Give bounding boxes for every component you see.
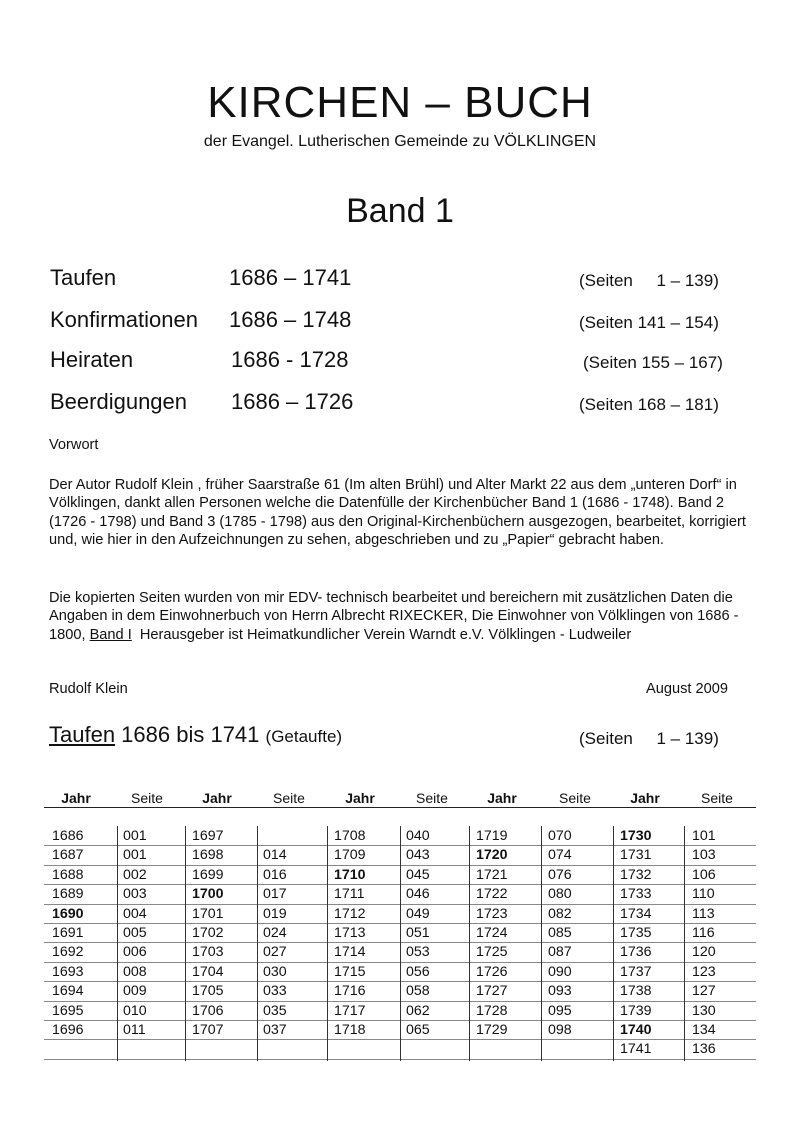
table-cell: 040 [406, 828, 430, 844]
table-cell: 1691 [52, 925, 84, 941]
section-name-konfirmationen: Konfirmationen [50, 307, 198, 332]
table-cell: 051 [406, 925, 430, 941]
table-cell: 1724 [476, 925, 508, 941]
band-title: Band 1 [346, 192, 454, 230]
table-header-seite: Seite [701, 790, 733, 806]
table-cell: 053 [406, 944, 430, 961]
table-cell: 1688 [52, 866, 84, 883]
table-cell: 123 [692, 963, 716, 980]
section-years-beerdigungen: 1686 – 1726 [231, 389, 354, 414]
table-header-rule [44, 807, 756, 808]
table-cell: 1736 [620, 944, 652, 961]
table-cell: 1733 [620, 886, 652, 903]
table-cell: 090 [548, 963, 572, 980]
table-cell: 1706 [192, 1002, 224, 1019]
table-cell: 120 [692, 944, 716, 961]
table-cell: 076 [548, 866, 572, 883]
table-cell: 1732 [620, 866, 652, 883]
table-header-seite: Seite [131, 790, 163, 806]
table-cell: 024 [263, 925, 287, 941]
table-cell: 1701 [192, 905, 224, 922]
document-subtitle: der Evangel. Lutherischen Gemeinde zu VÖLKLINGEN [203, 133, 597, 150]
table-cell: 134 [692, 1022, 716, 1038]
table-cell: 043 [406, 847, 430, 864]
table-cell: 1708 [334, 828, 366, 844]
section-name-heiraten: Heiraten [50, 347, 134, 372]
table-cell: 003 [123, 886, 147, 903]
table-cell: 1692 [52, 944, 84, 961]
table-cell: 1722 [476, 886, 508, 903]
table-cell: 1694 [52, 983, 84, 1000]
table-cell: 009 [123, 983, 147, 1000]
table-cell: 085 [548, 925, 572, 941]
table-cell: 1697 [192, 828, 224, 844]
table-cell: 002 [123, 866, 147, 883]
table-cell: 006 [123, 944, 147, 961]
taufen-note: (Getaufte) [265, 727, 343, 746]
table-cell: 1698 [192, 847, 224, 864]
table-cell: 1711 [334, 886, 365, 903]
table-column-rule [117, 826, 118, 1061]
table-cell: 1709 [334, 847, 366, 864]
vorwort-paragraph-2-text: Die kopierten Seiten wurden von mir EDV- technisch bearbeitet und bereichern mit zusätzlichen Daten die Angaben in dem Einwohnerbuch von Herrn Albrecht RIXECKER, Die Einwohner von Völklingen von 1686 - 1800, [49, 590, 739, 643]
table-cell: 098 [548, 1022, 572, 1038]
table-cell: 1687 [52, 847, 84, 864]
taufen-pages: (Seiten 1 – 139) [579, 729, 719, 748]
table-cell: 1707 [192, 1022, 224, 1038]
table-cell: 1725 [476, 944, 508, 961]
table-column-rule [185, 826, 186, 1061]
table-column-rule [400, 826, 401, 1061]
table-cell: 1726 [476, 963, 508, 980]
table-cell: 1686 [52, 828, 84, 844]
table-cell: 1718 [334, 1022, 366, 1038]
table-column-rule [257, 826, 258, 1061]
table-cell: 136 [692, 1041, 716, 1058]
table-cell: 080 [548, 886, 572, 903]
table-cell: 1689 [52, 886, 84, 903]
table-header-jahr: Jahr [202, 790, 232, 806]
taufen-heading [49, 722, 342, 748]
section-years-konfirmationen: 1686 – 1748 [229, 307, 352, 332]
vorwort-heading: Vorwort [49, 437, 99, 453]
table-cell: 1705 [192, 983, 224, 1000]
table-column-rule [541, 826, 542, 1061]
section-years-heiraten: 1686 - 1728 [231, 347, 349, 372]
table-cell: 1690 [52, 905, 84, 922]
table-cell: 113 [692, 905, 715, 922]
table-cell: 074 [548, 847, 572, 864]
section-pages-heiraten: (Seiten 155 – 167) [583, 353, 723, 372]
table-cell: 1734 [620, 905, 652, 922]
table-cell: 1699 [192, 866, 224, 883]
author-name: Rudolf Klein [49, 681, 128, 697]
table-header-seite: Seite [273, 790, 305, 806]
section-pages-taufen: (Seiten 1 – 139) [579, 271, 719, 290]
table-cell: 046 [406, 886, 430, 903]
section-name-taufen: Taufen [50, 265, 117, 290]
table-cell: 005 [123, 925, 147, 941]
table-column-rule [684, 826, 685, 1061]
table-cell: 1704 [192, 963, 224, 980]
table-cell: 116 [692, 925, 715, 941]
table-cell: 1723 [476, 905, 508, 922]
table-cell: 033 [263, 983, 287, 1000]
table-cell: 019 [263, 905, 287, 922]
document-date: August 2009 [646, 681, 728, 697]
table-cell: 058 [406, 983, 430, 1000]
table-cell: 1730 [620, 828, 652, 844]
table-header-seite: Seite [416, 790, 448, 806]
table-cell: 127 [692, 983, 716, 1000]
table-cell: 030 [263, 963, 287, 980]
table-cell: 017 [263, 886, 287, 903]
table-cell: 1695 [52, 1002, 84, 1019]
table-cell: 001 [123, 828, 147, 844]
vorwort-paragraph-1: Der Autor Rudolf Klein , früher Saarstraße 61 (Im alten Brühl) und Alter Markt 22 aus dem „unteren Dorf“ in Völklingen, dankt allen Personen welche die Datenfülle der Kirchenbücher Band 1 (1686 - 1748). Band 2 (1726 - 1798) und Band 3 (1785 - 1798) aus den Original-Kirchenbüchern ausgezogen, bearbeitet, korrigiert und, wie hier in den Aufzeichnungen zu sehen, abgeschrieben und zu „Papier“ gebracht haben. [49, 477, 746, 548]
table-cell: 1739 [620, 1002, 652, 1019]
section-name-beerdigungen: Beerdigungen [50, 389, 188, 414]
table-cell: 1735 [620, 925, 652, 941]
table-cell: 014 [263, 847, 287, 864]
table-cell: 1703 [192, 944, 224, 961]
table-cell: 1729 [476, 1022, 508, 1038]
table-cell: 1715 [334, 963, 366, 980]
vorwort-paragraph-2 [49, 589, 754, 644]
table-cell: 1717 [334, 1002, 366, 1019]
table-cell: 1702 [192, 925, 224, 941]
table-cell: 049 [406, 905, 430, 922]
table-cell: 065 [406, 1022, 430, 1038]
table-cell: 010 [123, 1002, 147, 1019]
table-cell: 1728 [476, 1002, 508, 1019]
table-cell: 004 [123, 905, 147, 922]
table-cell: 1693 [52, 963, 84, 980]
table-cell: 1712 [334, 905, 366, 922]
table-cell: 1696 [52, 1022, 84, 1038]
band-reference: Band I [89, 626, 132, 643]
table-cell: 011 [123, 1022, 146, 1038]
table-cell: 016 [263, 866, 287, 883]
table-cell: 1741 [620, 1041, 652, 1058]
table-cell: 045 [406, 866, 430, 883]
table-cell: 1721 [476, 866, 508, 883]
table-cell: 1720 [476, 847, 508, 864]
section-years-taufen: 1686 – 1741 [229, 265, 352, 290]
table-header-jahr: Jahr [61, 790, 91, 806]
table-cell: 110 [692, 886, 715, 903]
table-header-seite: Seite [559, 790, 591, 806]
table-cell: 1716 [334, 983, 366, 1000]
table-header-jahr: Jahr [345, 790, 375, 806]
table-cell: 1740 [620, 1022, 652, 1038]
section-pages-beerdigungen: (Seiten 168 – 181) [579, 395, 719, 414]
table-cell: 027 [263, 944, 287, 961]
table-cell: 1710 [334, 866, 366, 883]
taufen-range: 1686 bis 1741 [115, 722, 266, 747]
table-cell: 062 [406, 1002, 430, 1019]
document-title: KIRCHEN – BUCH [207, 78, 593, 127]
table-cell: 103 [692, 847, 716, 864]
table-cell: 001 [123, 847, 147, 864]
table-cell: 1714 [334, 944, 366, 961]
table-cell: 1738 [620, 983, 652, 1000]
table-cell: 106 [692, 866, 716, 883]
table-cell: 1700 [192, 886, 224, 903]
table-cell: 087 [548, 944, 572, 961]
table-cell: 130 [692, 1002, 716, 1019]
table-cell: 1727 [476, 983, 508, 1000]
table-column-rule [327, 826, 328, 1061]
table-cell: 1731 [620, 847, 652, 864]
table-cell: 008 [123, 963, 147, 980]
taufen-heading-word: Taufen [49, 722, 116, 747]
table-header-jahr: Jahr [487, 790, 517, 806]
table-cell: 082 [548, 905, 572, 922]
table-column-rule [613, 826, 614, 1061]
table-cell: 035 [263, 1002, 287, 1019]
table-cell: 1719 [476, 828, 508, 844]
table-cell: 093 [548, 983, 572, 1000]
table-cell: 056 [406, 963, 430, 980]
table-column-rule [469, 826, 470, 1061]
vorwort-paragraph-2-tail: Herausgeber ist Heimatkundlicher Verein Warndt e.V. Völklingen - Ludweiler [131, 626, 632, 643]
table-cell: 037 [263, 1022, 287, 1038]
table-cell: 095 [548, 1002, 572, 1019]
table-cell: 1713 [334, 925, 366, 941]
table-cell: 101 [692, 828, 716, 844]
table-cell: 070 [548, 828, 572, 844]
section-pages-konfirmationen: (Seiten 141 – 154) [579, 313, 719, 332]
table-header-jahr: Jahr [630, 790, 660, 806]
table-cell: 1737 [620, 963, 652, 980]
